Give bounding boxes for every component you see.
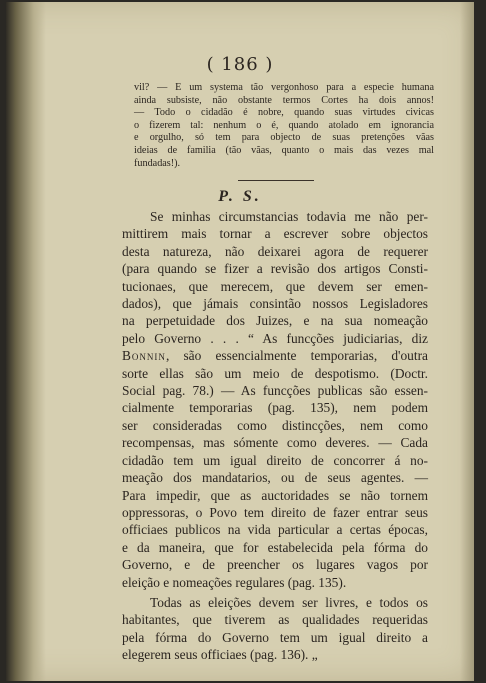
text-line [122, 347, 428, 364]
text-line: vil? — E um systema tão vergonhoso para a especie humana [134, 82, 434, 93]
text-line: pela fórma do Governo tem um igual direito a [122, 629, 428, 645]
text-line: pelo Governo . . . “ As funcções judiciarias, diz [122, 330, 428, 346]
text-line: fundadas!). [134, 157, 181, 169]
text-line: Governo, e de preencher os lugares vagos por [122, 557, 428, 573]
text-line: tucionaes, que merecem, que devem ser emen- [122, 278, 428, 294]
text-line: e orgulho, só tem para objecto de suas pretenções vãas [134, 132, 434, 144]
text-line: eleição e nomeações regulares (pag. 135). [122, 574, 347, 590]
text-line: cidadão tem um igual direito de concorrer á no- [122, 452, 428, 468]
footnote-continuation [134, 82, 434, 170]
postscript-body [122, 208, 428, 664]
text-line: mittirem mais tornar a escrever sobre objectos [122, 226, 428, 242]
text-line: desta natureza, não deixarei agora de requerer [122, 243, 428, 259]
text-line: Social pag. 78.) — As funcções publicas são essen- [122, 383, 428, 399]
text-line: Para impedir, que as auctoridades se não tornem [122, 487, 428, 503]
text-line: Se minhas circumstancias todavia me não per- [150, 209, 428, 224]
text-line: — Todo o cidadão é nobre, quando suas virtudes civicas [134, 107, 434, 119]
author-name: Bonnin [122, 348, 166, 364]
text-line: dados), que jámais consintão nossos Legisladores [122, 296, 428, 312]
text-line: ideias de familia (tão vãas, quanto o mais das vezes mal [134, 144, 434, 156]
text-line: na perpetuidade dos Juizes, e na sua nomeação [122, 313, 428, 329]
binding-shadow [6, 2, 46, 681]
text-line: meação dos mandatarios, ou de seus agentes. — [122, 470, 428, 486]
text-line: sorte ellas são um meio de despotismo. (Doctr. [122, 365, 428, 381]
text-line: Todas as eleições devem ser livres, e todos os [150, 594, 428, 610]
text-line: e da maneira, que for estabelecida pela fórma do [122, 539, 428, 555]
text-line: officiaes publicos na vida particular a certas épocas, [122, 522, 428, 538]
text-line: ainda subsiste, não obstante termos Cortes ha dois annos! [134, 94, 434, 106]
text-fragment: , são essencialmente temporarias, d'outra [165, 348, 428, 364]
text-line: habitantes, que tiverem as qualidades requeridas [122, 612, 428, 628]
section-divider [238, 180, 314, 181]
page-number: ( 186 ) [206, 54, 274, 75]
text-line: oppressoras, o Povo tem direito de fazer entrar seus [122, 504, 428, 520]
text-line: ser consideradas como distincções, nem como [122, 417, 428, 433]
text-line: cialmente temporarias (pag. 135), nem podem [122, 400, 428, 416]
text-line: (para quando se fizer a revisão dos artigos Consti- [122, 261, 428, 277]
text-line: elegerem seus officiaes (pag. 136). „ [122, 647, 318, 663]
text-line: recompensas, mas sómente como deveres. — Cada [122, 435, 428, 451]
page-edge-shadow [460, 2, 474, 681]
text-line: o fizerem tal: nenhum o é, quando atolado em ignorancia [134, 119, 434, 131]
book-page [6, 2, 474, 681]
postscript-heading: P. S. [218, 188, 262, 205]
